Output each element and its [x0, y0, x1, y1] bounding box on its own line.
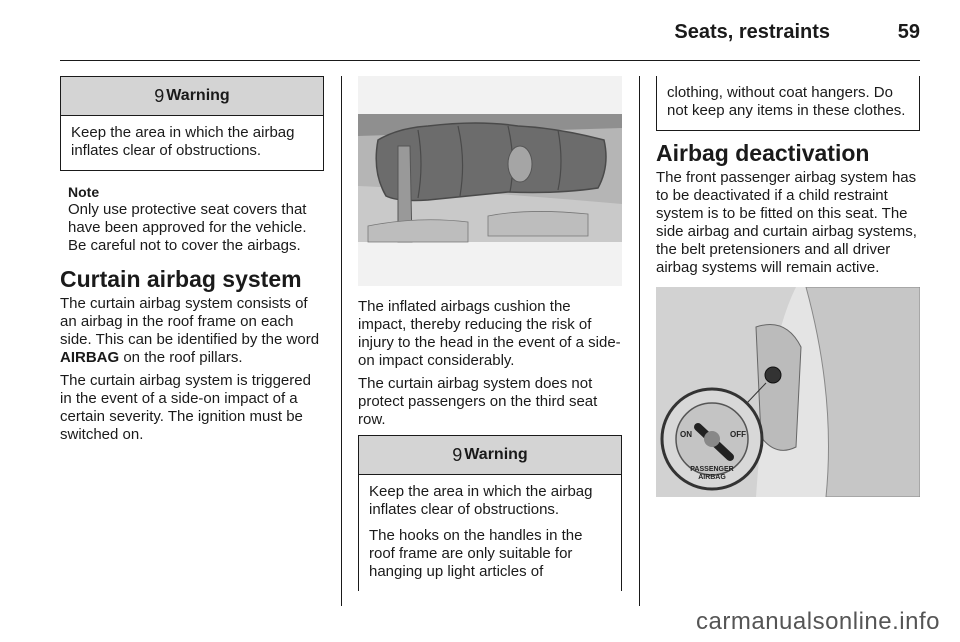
switch-off-label: OFF [730, 430, 746, 439]
airbag-word: AIRBAG [60, 349, 120, 366]
curtain-airbag-image [358, 76, 622, 286]
warning-box [358, 435, 622, 591]
column-3 [656, 76, 920, 497]
warning-text: Keep the area in which the airbag inflates clear of obstructions. [369, 483, 593, 518]
warning-icon: 9 [452, 444, 463, 465]
warning-text: Keep the area in which the airbag inflates clear of obstructions. [71, 124, 295, 159]
switch-label-passenger: PASSENGER [690, 466, 734, 473]
note-title: Note [68, 184, 100, 200]
section-heading: Airbag deactivation [656, 140, 870, 166]
paragraph: The inflated airbags cushion the impact, thereby reducing the risk of injury to the head in the event of a side-on impact considerably. [358, 298, 621, 369]
warning-box [60, 76, 324, 171]
paragraph: The curtain airbag system is triggered in the event of a side-on impact of a certain severity. The ignition must be switched on. [60, 372, 311, 443]
paragraph: The front passenger airbag system has to be deactivated if a child restraint system is to be fitted on this seat. The side airbag and curtain airbag systems, the belt pretensioners and all driver airbag systems will remain active. [656, 169, 917, 276]
section-title: Seats, restraints [674, 21, 830, 43]
page-number: 59 [897, 21, 920, 43]
section-heading: Curtain airbag system [60, 266, 302, 292]
warning-header [359, 436, 621, 475]
note-text: Only use protective seat covers that have been approved for the vehicle. Be careful not to cover the airbags. [68, 201, 307, 254]
switch-on-label: ON [680, 430, 692, 439]
column-1 [60, 76, 324, 449]
column-divider [639, 76, 640, 606]
note [60, 183, 324, 255]
page-header [60, 18, 920, 61]
warning-header [61, 77, 323, 116]
warning-continued: clothing, without coat hangers. Do not keep any items in these clothes. [656, 76, 920, 131]
warning-text: The hooks on the handles in the roof frame are only suitable for hanging up light articles of [369, 527, 583, 580]
column-2 [358, 76, 622, 591]
switch-label-airbag: AIRBAG [698, 474, 726, 481]
paragraph: The curtain airbag system consists of an airbag in the roof frame on each side. This can be identified by the word AIRBAG on the roof pillars. [60, 295, 320, 366]
warning-title: Warning [166, 87, 230, 104]
airbag-switch-illustration [656, 287, 920, 497]
watermark: carmanualsonline.info [696, 608, 940, 635]
paragraph: The curtain airbag system does not protect passengers on the third seat row. [358, 375, 598, 428]
warning-icon: 9 [154, 85, 165, 106]
column-divider [341, 76, 342, 606]
curtain-airbag-illustration [358, 76, 622, 286]
warning-title: Warning [464, 446, 528, 463]
